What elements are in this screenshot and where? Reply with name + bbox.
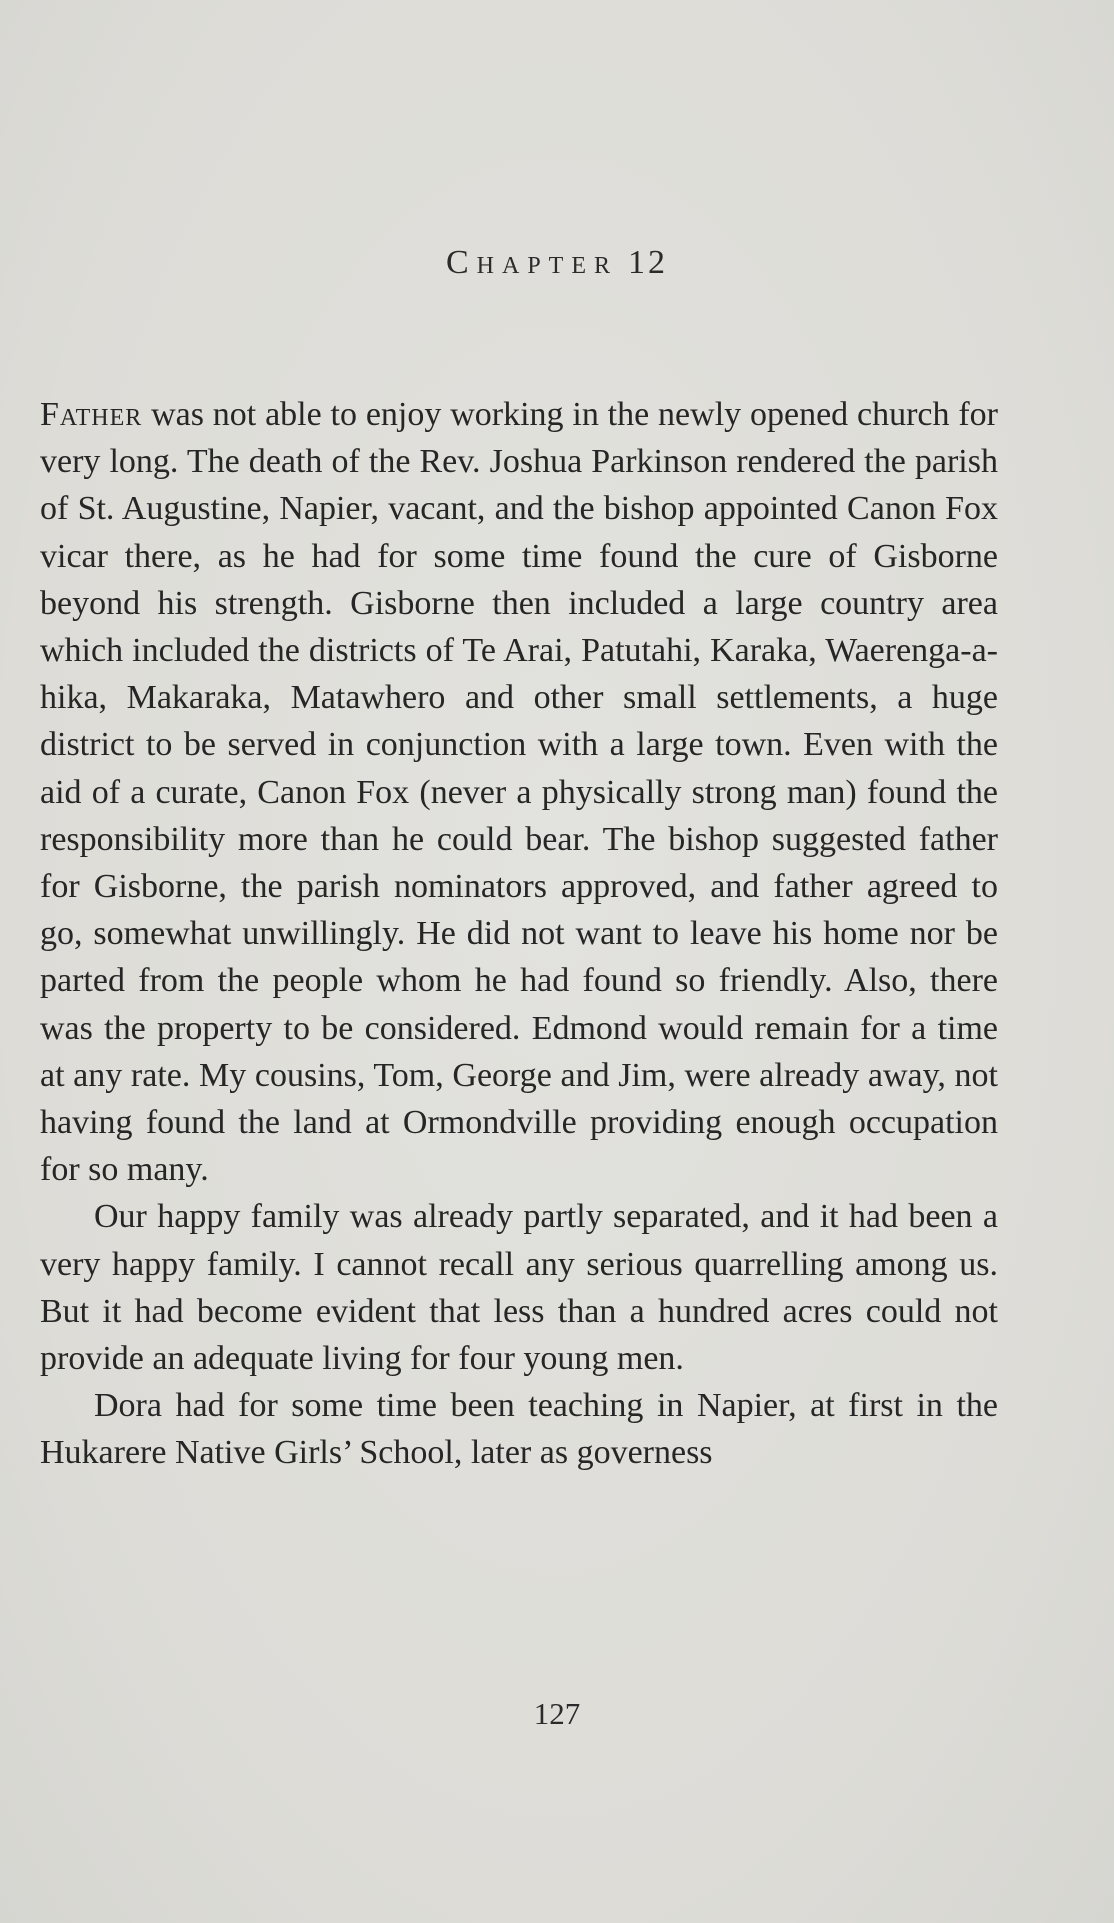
chapter-number: 12	[628, 244, 669, 281]
page-number: 127	[533, 1696, 581, 1731]
paragraph-1-text: was not able to enjoy working in the newly opened church for very long. The death of the Rev. Joshua Parkinson rendered the parish of St. Augustine, Napier, vacant, and the bishop appointed Canon Fox vicar there, as he had for some time found the cure of Gisborne beyond his strength. Gisborne then included a large country area which included the districts of Te Arai, Patutahi, Karaka, Waerenga-a-hika, Makaraka, Matawhero and other small settlements, a huge district to be served in conjunction with a large town. Even with the aid of a curate, Canon Fox (never a physically strong man) found the responsibility more than he could bear. The bishop suggested father for Gisborne, the parish nominators approved, and father agreed to go, somewhat unwillingly. He did not want to leave his home nor be parted from the people whom he had found so friendly. Also, there was the property to be considered. Edmond would remain for a time at any rate. My cousins, Tom, George and Jim, were already away, not having found the land at Ormondville providing enough occupation for so many.	[40, 396, 998, 1189]
chapter-heading	[0, 244, 1114, 282]
paragraph-lead-word: Father	[40, 396, 143, 433]
body-text	[40, 391, 998, 1477]
paragraph-1	[40, 391, 998, 1193]
chapter-label: Chapter	[445, 244, 619, 281]
paragraph-2: Our happy family was already partly separated, and it had been a very happy family. I cannot recall any serious quarrelling among us. But it had become evident that less than a hundred acres could not provide an adequate living for four young men.	[40, 1198, 998, 1378]
paragraph-3: Dora had for some time been teaching in Napier, at first in the Hukarere Native Girls’ School, later as governess	[40, 1387, 998, 1472]
